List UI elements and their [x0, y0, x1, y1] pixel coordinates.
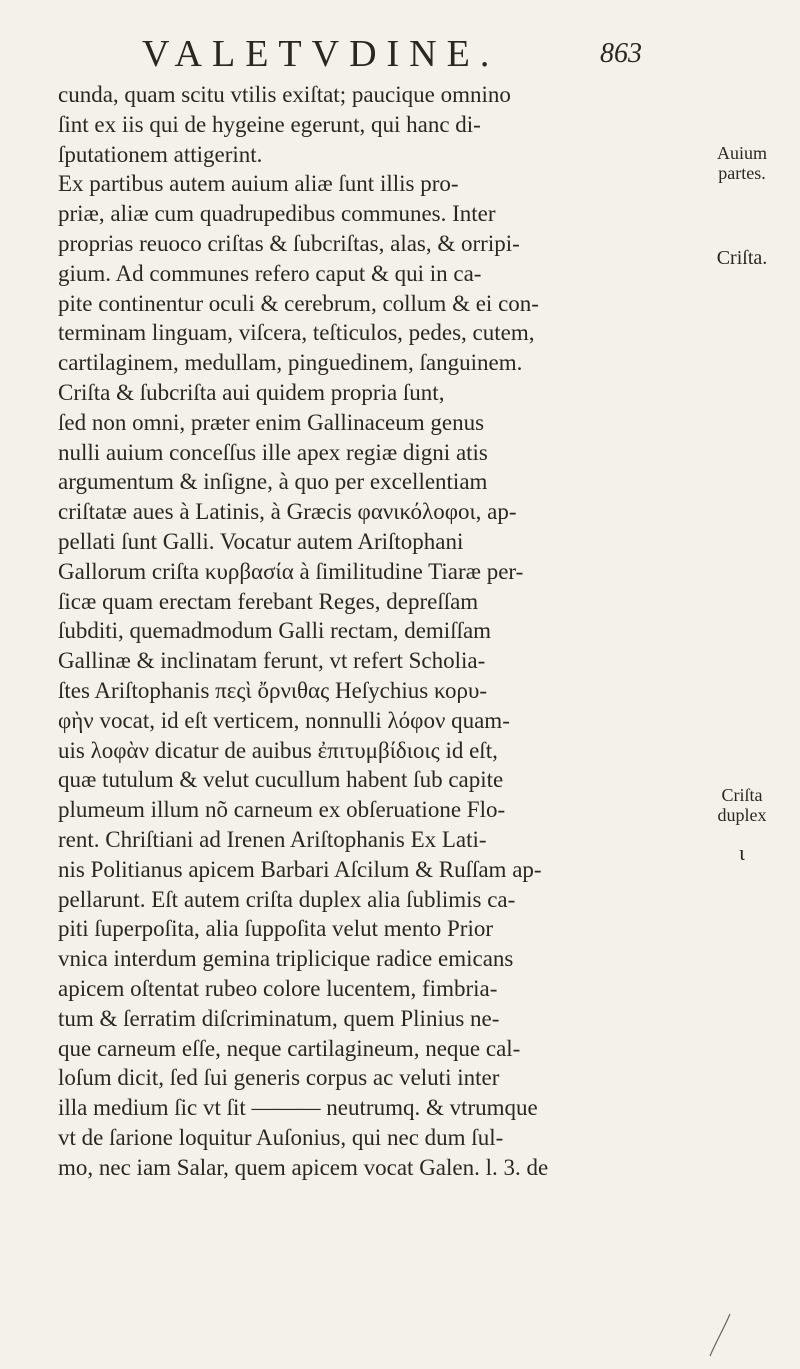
- text-line: nulli auium conceſſus ille apex regiæ digni atis: [58, 439, 488, 465]
- text-line: ſed non omni, præter enim Gallinaceum genus: [58, 409, 485, 435]
- text-line: nis Politianus apicem Barbari Aſcilum & Ruſſam ap-: [58, 856, 542, 882]
- text-line: pellati ſunt Galli. Vocatur autem Ariſtophani: [58, 528, 464, 554]
- margin-mark: ι: [739, 840, 745, 865]
- text-line: cunda, quam scitu vtilis exiſtat; paucique omnino: [58, 82, 511, 107]
- text-line: piti ſuperpoſita, alia ſuppoſita velut mento Prior: [58, 916, 494, 942]
- text-line: vt de ſarione loquitur Auſonius, qui nec dum ſul-: [58, 1124, 504, 1150]
- text-line: Gallinæ & inclinatam ferunt, vt refert Scholia-: [58, 648, 486, 674]
- text-line: apicem oſtentat rubeo colore lucentem, fimbria-: [58, 975, 498, 1001]
- text-line: ſubditi, quemadmodum Galli rectam, demiſſam: [58, 618, 492, 644]
- text-line: criſtatæ aues à Latinis, à Græcis φανικόλοφοι, ap-: [58, 499, 517, 525]
- running-title: VALETVDINE.: [142, 33, 500, 75]
- text-line: Criſta & ſubcriſta aui quidem propria ſunt,: [58, 379, 445, 405]
- text-line: plumeum illum nõ carneum ex obſeruatione Flo-: [58, 797, 506, 823]
- margin-note-avium-partes: Auium partes.: [716, 143, 767, 183]
- margin-note-crista: Criſta.: [716, 247, 768, 269]
- text-line: priæ, aliæ cum quadrupedibus communes. Inter: [58, 201, 496, 227]
- text-line: proprias reuoco criſtas & ſubcriſtas, alas, & orripi-: [58, 230, 520, 256]
- text-line: argumentum & inſigne, à quo per excellentiam: [58, 469, 488, 495]
- text-line: que carneum eſſe, neque cartilagineum, neque cal-: [58, 1035, 521, 1061]
- page-number: 863: [600, 38, 642, 69]
- text-line: terminam linguam, viſcera, teſticulos, pedes, cutem,: [58, 320, 535, 346]
- text-line: pite continentur oculi & cerebrum, collum & ei con-: [58, 290, 539, 316]
- body-text: [58, 80, 568, 1182]
- text-line: rent. Chriſtiani ad Irenen Ariſtophanis Ex Lati-: [58, 826, 487, 852]
- page-header: [122, 32, 642, 82]
- text-line: pellarunt. Eſt autem criſta duplex alia ſublimis ca-: [58, 886, 516, 912]
- text-line: gium. Ad communes refero caput & qui in ca-: [58, 260, 482, 286]
- text-line: Ex partibus autem auium aliæ ſunt illis pro-: [58, 171, 459, 197]
- text-line: Gallorum criſta κυρβασία à ſimilitudine Tiaræ per-: [58, 558, 524, 584]
- ink-stroke-mark: [706, 1310, 736, 1360]
- text-line: tum & ſerratim diſcriminatum, quem Plinius ne-: [58, 1005, 500, 1031]
- margin-note-crista-duplex: Criſta duplex: [717, 785, 767, 825]
- text-line: illa medium ſic vt ſit ——— neutrumq. & vtrumque: [58, 1095, 538, 1121]
- text-line: ſicæ quam erectam ferebant Reges, depreſſam: [58, 588, 479, 614]
- text-line: ſtes Ariſtophanis πεςὶ ὄρνιθας Heſychius κορυ-: [58, 677, 488, 703]
- text-line: uis λοφὰν dicatur de auibus ἐπιτυμβίδιοις id eſt,: [58, 737, 498, 763]
- text-line: ſputationem attigerint.: [58, 141, 263, 167]
- text-line: vnica interdum gemina triplicique radice emicans: [58, 946, 514, 972]
- text-line: φὴν vocat, id eſt verticem, nonnulli λόφον quam-: [58, 707, 510, 733]
- text-line: quæ tutulum & velut cucullum habent ſub capite: [58, 767, 504, 793]
- text-line: loſum dicit, ſed ſui generis corpus ac veluti inter: [58, 1065, 500, 1091]
- text-line: cartilaginem, medullam, pinguedinem, ſanguinem.: [58, 350, 523, 376]
- text-line: mo, nec iam Salar, quem apicem vocat Galen. l. 3. de: [58, 1154, 549, 1180]
- text-line: ſint ex iis qui de hygeine egerunt, qui hanc di-: [58, 111, 481, 137]
